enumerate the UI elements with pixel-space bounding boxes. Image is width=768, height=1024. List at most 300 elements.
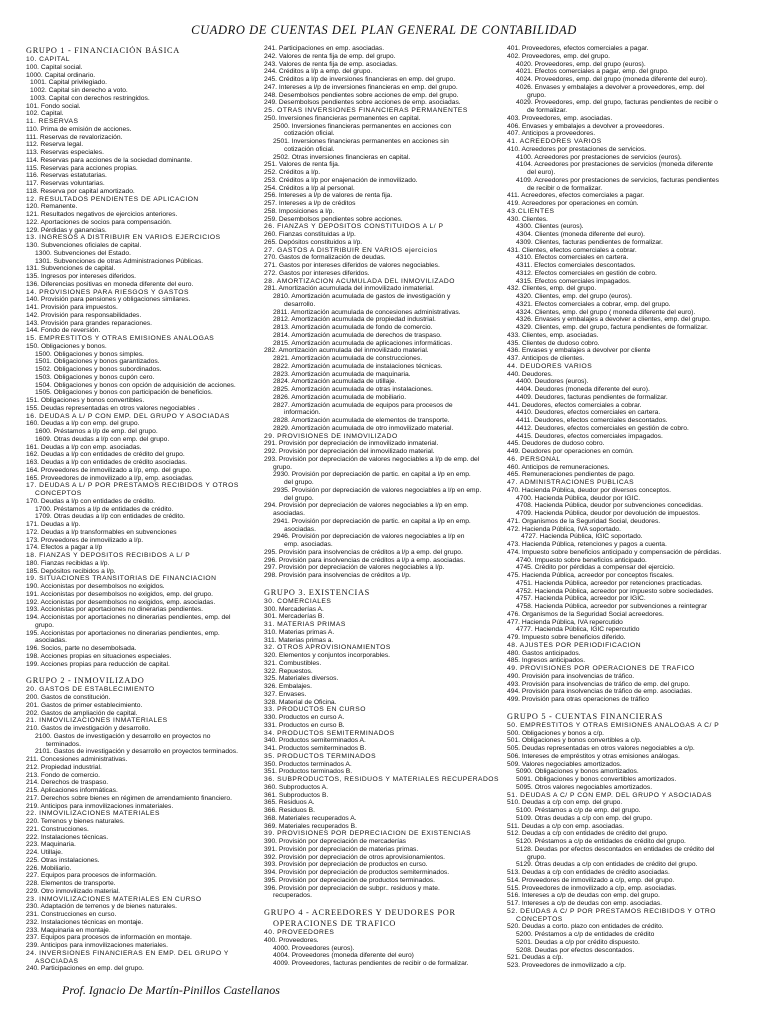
account-line: 391. Provisión por depreciación de materias primas. — [264, 845, 419, 853]
account-line: 506. Intereses de empréstitos y otras emisiones análogas. — [507, 752, 680, 760]
account-line: 270. Gastos de formalización de deudas. — [264, 254, 386, 262]
sub-account-line: 1709. Otras deudas a l/p con entidades de crédito. — [35, 513, 185, 521]
account-line: 144. Fondo de reversión. — [26, 327, 101, 335]
sub-account-line: 4026. Envases y embalajes a devolver a proveedores, emp. del — [516, 83, 705, 91]
account-line: 511. Deudas a c/p con emp. asociadas. — [507, 822, 624, 830]
sub-account-line: 1003. Capital con derechos restringidos. — [30, 94, 150, 102]
account-line: 210. Gastos de investigación y desarrollo. — [26, 725, 151, 732]
sub-account-line: 4409. Deudores, facturas pendientes de formalizar. — [516, 393, 668, 401]
account-line: 327. Envases. — [264, 690, 307, 698]
sub-account-line: 4024. Proveedores, emp. del grupo (moneda diferente del euro). — [516, 76, 708, 83]
account-line: 298. Provisión para insolvencias de créditos a l/p. — [264, 572, 411, 579]
subgroup-heading: 47. ADMINISTRACIONES PUBLICAS — [507, 479, 635, 486]
account-line: 198. Acciones propias en situaciones especiales. — [26, 652, 172, 660]
account-line: 520. Deudas a corto. plazo con entidades de crédito. — [507, 923, 664, 931]
sub-account-line: 4304. Clientes (moneda diferente del euro). — [516, 231, 645, 238]
subgroup-heading: 18. FIANZAS Y DEPOSITOS RECIBIDOS A L/ P — [26, 552, 191, 559]
sub-account-line: 1502. Obligaciones y bonos subordinados. — [35, 366, 162, 373]
account-line: 432. Clientes, emp. del grupo. — [507, 285, 597, 293]
account-line: 472. Hacienda Pública, IVA soportado. — [507, 525, 622, 533]
subgroup-heading: 44. DEUDORES VARIOS — [507, 362, 593, 370]
sub-account-line: 4300. Clientes (euros). — [516, 223, 584, 231]
sub-account-line: 4709. Hacienda Pública, deudor por devolución de impuestos. — [516, 510, 701, 517]
sub-account-line: 5090. Obligaciones y bonos amortizados. — [516, 768, 639, 776]
sub-account-line: 2813. Amortización acumulada de fondo de comercio. — [273, 324, 433, 331]
sub-account-line: 4000. Proveedores (euros). — [273, 944, 355, 952]
account-line: 191. Accionistas por desembolsos no exigidos, emp. del grupo. — [26, 590, 213, 598]
account-line: 213. Fondo de comercio. — [26, 771, 100, 779]
sub-account-line: 5109. Otras deudas a c/p con emp. del grupo. — [516, 814, 653, 822]
account-line: 217. Derechos sobre bienes en régimen de arrendamiento financiero. — [26, 794, 232, 802]
sub-account-line: 1501. Obligaciones y bonos garantizados. — [35, 358, 160, 366]
column-2 — [264, 45, 504, 968]
account-line: 521. Deudas a c/p. — [507, 954, 564, 962]
account-line: 296. Provisión para insolvencias de créditos a l/p a emp. asociadas. — [264, 556, 466, 564]
group-heading: GRUPO 1 - FINANCIACIÓN BÁSICA — [26, 46, 180, 55]
sub-account-line: 2829. Amortización acumulada de otro inmovilizado material. — [273, 424, 454, 432]
account-line: 114. Reservas para acciones de la sociedad dominante. — [26, 156, 193, 164]
account-line: 514. Proveedores de inmovilizado a c/p, emp. del grupo. — [507, 876, 675, 884]
account-line: 231. Construcciones en curso. — [26, 911, 117, 918]
account-line: 174. Efectos a pagar a l/p — [26, 544, 103, 552]
account-line: 402. Proveedores, emp. del grupo. — [507, 52, 610, 60]
sub-account-line: 4745. Crédito por pérdidas a compensar del ejercicio. — [516, 564, 675, 572]
sub-account-line: 1301. Subvenciones de otras Administraciones Públicas. — [35, 257, 204, 265]
sub-account-line: 4410. Deudores, efectos comerciales en cartera. — [516, 409, 661, 417]
subgroup-heading: 14. PROVISIONES PARA RIESGOS Y GASTOS — [26, 288, 189, 296]
account-line: 476. Organismos de la Seguridad Social acreedores. — [507, 610, 664, 618]
sub-account-line: 2823. Amortización acumulada de maquinaria. — [273, 370, 411, 378]
sub-account-line: 1500. Obligaciones y bonos simples. — [35, 350, 144, 358]
account-line: 100. Capital social. — [26, 63, 83, 71]
account-line: 232. Instalaciones técnicas en montaje. — [26, 918, 144, 926]
account-line: 369. Materiales recuperados B. — [264, 822, 357, 830]
account-line: 155. Deudas representadas en otros valores negociables . — [26, 404, 200, 412]
account-line: 226. Mobiliario. — [26, 864, 72, 872]
subgroup-heading: ASOCIADAS — [35, 957, 79, 965]
account-line: 212. Propiedad industrial. — [26, 763, 102, 771]
account-line: 320. Elementos y conjuntos incorporables. — [264, 652, 391, 659]
account-line: 199. Acciones propias para reducción de capital. — [26, 660, 170, 668]
subgroup-heading: 49. PROVISIONES POR OPERACIONES DE TRAFICO — [507, 665, 695, 672]
account-line: 252. Créditos a l/p. — [264, 169, 321, 176]
sub-account-line: 5200. Préstamos a c/p de entidades de crédito — [516, 931, 655, 938]
sub-account-line: 5100. Préstamos a c/p de emp. del grupo. — [516, 807, 641, 814]
account-line: 411. Acreedores, efectos comerciales a pagar. — [507, 192, 645, 200]
account-line: 1000. Capital ordinario. — [26, 71, 96, 79]
subgroup-heading: 31. MATERIAS PRIMAS — [264, 621, 346, 628]
subgroup-heading: 33. PRODUCTOS EN CURSO — [264, 706, 366, 714]
account-line: 475. Hacienda Pública, acreedor por conceptos fiscales. — [507, 572, 674, 579]
sub-account-line: 4740. Impuesto sobre beneficios anticipado. — [516, 556, 647, 564]
account-line: 437. Anticipos de clientes. — [507, 355, 585, 362]
account-line: 390. Provisión por depreciación de mercaderías — [264, 838, 407, 845]
account-line: 325. Materiales diversos. — [264, 675, 339, 683]
sub-account-line: 4415. Deudores, efectos comerciales impagados. — [516, 432, 663, 440]
page-title: CUADRO DE CUENTAS DEL PLAN GENERAL DE CONTABILIDAD — [191, 23, 577, 37]
account-line: 365. Residuos A. — [264, 799, 315, 807]
account-line: 291. Provisión por depreciación de inmovilizado inmaterial. — [264, 440, 439, 448]
account-line: 368. Materiales recuperados A. — [264, 814, 357, 822]
account-line: 160. Deudas a l/p con emp. del grupo. — [26, 420, 140, 428]
sub-account-line: asociadas. — [284, 525, 316, 533]
subgroup-heading: 36. SUBPRODUCTOS, RESIDUOS Y MATERIALES RECUPERADOS — [264, 776, 499, 783]
account-line: 245. Créditos a l/p de inversiones financieras en emp. del grupo. — [264, 76, 456, 83]
account-line: 501. Obligaciones y bonos convertibles a c/p. — [507, 737, 642, 745]
author-footer: Prof. Ignacio De Martín-Pinillos Castellanos — [62, 983, 280, 997]
sub-account-line: 5129. Otras deudas a c/p con entidades de crédito del grupo. — [516, 861, 698, 869]
sub-account-line: 4315. Efectos comerciales impagados. — [516, 277, 631, 285]
account-line: 392. Provisión por depreciación de otros aprovisionamientos. — [264, 853, 446, 861]
account-line: 410. Acreedores por prestaciones de servicios. — [507, 145, 647, 153]
sub-account-line: 1001. Capital privilegiado. — [30, 79, 107, 87]
account-line: 294. Provisión por depreciación de valores negociables a l/p en emp. — [264, 502, 469, 510]
sub-account-line: 2824. Amortización acumulada de utillaje. — [273, 378, 397, 386]
account-line: 116. Reservas estatutarias. — [26, 172, 107, 180]
sub-account-line: 4021. Efectos comerciales a pagar, emp. del grupo. — [516, 68, 669, 76]
sub-account-line: 4311. Efectos comerciales descontados. — [516, 262, 636, 269]
account-line: 256. Intereses a l/p de valores de renta fija. — [264, 192, 393, 200]
account-line: 396. Provisión por depreciación de subpr.. residuos y mate. — [264, 884, 440, 892]
account-line: 328. Material de Oficina. — [264, 698, 337, 706]
sub-account-line: 1300. Subvenciones del Estado. — [35, 249, 131, 257]
account-line: 473. Hacienda Pública, retenciones y pagos a cuenta. — [507, 541, 667, 548]
account-line: 111. Reservas de revalorización. — [26, 133, 123, 141]
subgroup-heading: 20. GASTOS DE ESTABLECIMIENTO — [26, 686, 155, 694]
subgroup-heading: 16. DEUDAS A L/ P CON EMP. DEL GRUPO Y ASOCIADAS — [26, 412, 230, 420]
account-line: 171. Deudas a l/p. — [26, 521, 81, 528]
account-line: 340. Productos semiterminados A. — [264, 737, 366, 745]
sub-account-line: 1504. Obligaciones y bonos con opción de adquisición de acciones. — [35, 381, 236, 389]
account-line: 477. Hacienda Pública, IVA repercutido — [507, 618, 623, 626]
sub-account-line: 4109. Acreedores por prestaciones de servicios, facturas pendientes — [516, 176, 719, 184]
account-line: 120. Remanente. — [26, 203, 78, 211]
account-line: 512. Deudas a c/p con entidades de crédito del grupo. — [507, 830, 668, 838]
account-line: 441. Deudores, efectos comerciales a cobrar. — [507, 401, 642, 409]
subgroup-heading: 27. GASTOS A DISTRIBUIR EN VARIOS ejercicios — [264, 246, 438, 254]
account-line: 293. Provisión por depreciación de valores negociables a l/p de emp. del — [264, 455, 480, 463]
account-line: 401. Proveedores, efectos comerciales a pagar. — [507, 45, 649, 52]
subgroup-heading: 34. PRODUCTOS SEMITERMINADOS — [264, 729, 395, 737]
subgroup-heading: CONCEPTOS — [35, 490, 82, 497]
account-line: 311. Materias primas a. — [264, 636, 334, 644]
sub-account-line: 4029. Proveedores, emp. del grupo, facturas pendientes de recibir o — [516, 99, 718, 107]
sub-account-line: grupo. — [273, 463, 292, 471]
column-3 — [507, 45, 747, 970]
account-line: 479. Impuesto sobre beneficios diferido. — [507, 634, 626, 641]
sub-account-line: 4004. Proveedores (moneda diferente del euro) — [273, 952, 414, 960]
subgroup-heading: 21. INMOVILIZACIONES INMATERIALES — [26, 717, 168, 725]
account-line: 406. Envases y embalajes a devolver a proveedores. — [507, 122, 665, 130]
sub-account-line: 4020. Proveedores, emp. del grupo (euros). — [516, 60, 646, 68]
account-line: 516. Intereses a c/p de deudas con emp. del grupo. — [507, 892, 660, 900]
sub-account-line: 4400. Deudores (euros). — [516, 378, 589, 386]
sub-account-line: 2828. Amortización acumulada de elementos de transporte. — [273, 417, 450, 424]
account-line: 113. Reservas especiales. — [26, 149, 104, 156]
sub-account-line: cotización oficial. — [284, 145, 335, 153]
account-line: 163. Deudas a l/p con entidades de crédito asociadas. — [26, 459, 187, 466]
sub-account-line: 5095. Otros valores negociables amortizados. — [516, 783, 653, 791]
account-line: 499. Provisión para otras operaciones de tráfico — [507, 696, 650, 703]
account-line: 112. Reserva legal. — [26, 141, 84, 149]
sub-account-line: 2935. Provisión por depreciación de valores negociables a l/p en emp. — [273, 486, 482, 494]
account-line: 366. Residuos B. — [264, 807, 315, 814]
sub-account-line: cotización oficial. — [284, 130, 335, 138]
account-line: 500. Obligaciones y bonos a c/p. — [507, 729, 605, 737]
sub-account-line: 4009. Proveedores, facturas pendientes de recibir o de formalizar. — [273, 960, 469, 967]
account-line: 136. Diferencias positivas en moneda diferente del euro. — [26, 280, 194, 288]
sub-account-line: 2825. Amortización acumulada de otras instalaciones. — [273, 386, 433, 393]
account-line: 162. Deudas a l/p con entidades de crédito del grupo. — [26, 451, 185, 459]
account-line: 193. Accionistas por aportaciones no dinerarias pendientes. — [26, 606, 203, 614]
subgroup-heading: 28. AMORTIZACIÓN ACUMULADA DEL INMOVILIZADO — [264, 277, 455, 285]
subgroup-heading: 25. OTRAS INVERSIONES FINANCIERAS PERMANENTES — [264, 107, 468, 114]
subgroup-heading: 41. ACREEDORES VARIOS — [507, 138, 602, 145]
account-line: 102. Capital. — [26, 110, 64, 118]
subgroup-heading: 50. EMPRÉSTITOS Y OTRAS EMISIONES ANÁLOGAS A C/ P — [507, 721, 720, 729]
account-line: 351. Productos terminados B. — [264, 768, 353, 776]
subgroup-heading: 46. PERSONAL — [507, 455, 561, 463]
account-line: 224. Utillaje. — [26, 849, 63, 856]
sub-account-line: 4708. Hacienda Pública, deudor por subvenciones concedidas. — [516, 502, 704, 510]
account-line: 407. Anticipos a proveedores. — [507, 130, 596, 138]
account-line: 361. Subproductos B. — [264, 791, 329, 799]
subgroup-heading: 48. AJUSTES POR PERIODIFICACIÓN — [507, 641, 642, 649]
sub-account-line: del grupo. — [284, 479, 314, 486]
sub-account-line: 1505. Obligaciones y bonos con participación de beneficios. — [35, 389, 213, 397]
sub-account-line: recuperados. — [273, 892, 313, 900]
account-line: 200. Gastos de constitución. — [26, 694, 111, 701]
account-line: 135. Ingresos por intereses diferidos. — [26, 273, 137, 280]
account-line: 251. Valores de renta fija. — [264, 161, 340, 169]
account-line: 400. Proveedores. — [264, 936, 319, 944]
sub-account-line: grupo. — [527, 853, 546, 861]
account-line: 257. Intereses a l/p de créditos — [264, 200, 356, 207]
account-line: 201. Gastos de primer establecimiento. — [26, 701, 143, 709]
account-line: 142. Provisión para responsabilidades. — [26, 311, 142, 319]
subgroup-heading: 12. RESULTADOS PENDIENTES DE APLICACIÓN — [26, 195, 199, 203]
account-line: 465. Remuneraciones pendientes de pago. — [507, 471, 635, 479]
account-line: 192. Accionistas por desembolsos no exigidos, emp. asociadas. — [26, 598, 216, 606]
account-line: 239. Anticipos para inmovilizaciones materiales. — [26, 942, 168, 949]
subgroup-heading: CONCEPTOS — [516, 915, 563, 923]
account-line: 292. Provisión por depreciación del inmovilizado material. — [264, 448, 435, 455]
account-line: 258. Imposiciones a l/p. — [264, 207, 335, 215]
account-line: 431. Clientes, efectos comerciales a cobrar. — [507, 246, 637, 254]
sub-account-line: 2500. Inversiones financieras permanentes en acciones con — [273, 122, 452, 130]
account-line: 140. Provisión para pensiones y obligaciones similares. — [26, 296, 191, 304]
account-line: 222. Instalaciones técnicas. — [26, 833, 109, 841]
account-line: 143. Provisión para grandes reparaciones. — [26, 319, 153, 327]
account-line: 240. Participaciones en emp. del grupo. — [26, 965, 144, 973]
account-line: 223. Maquinaria. — [26, 841, 76, 849]
account-line: 164. Proveedores de inmovilizado a l/p, emp. del grupo. — [26, 466, 192, 474]
account-line: 248. Desembolsos pendientes sobre acciones de emp. del grupo. — [264, 91, 459, 99]
subgroup-heading: 26. FIANZAS Y DEPÓSITOS CONSTITUIDOS A L/ P — [264, 223, 444, 231]
account-line: 281. Amortización acumulada del inmovilizado inmaterial. — [264, 285, 434, 293]
account-line: 471. Organismos de la Seguridad Social, deudores. — [507, 517, 661, 525]
sub-account-line: 2501. Inversiones financieras permanentes en acciones sin — [273, 138, 449, 145]
account-line: 165. Proveedores de inmovilizado a l/p, emp. asociadas. — [26, 474, 194, 482]
account-line: 393. Provisión por depreciación de productos en curso. — [264, 861, 428, 869]
account-line: 117. Reservas voluntarias. — [26, 180, 105, 187]
subgroup-heading: 52. DEUDAS A C/ P POR PRESTAMOS RECIBIDOS Y OTRO — [507, 907, 716, 915]
sub-account-line: 4326. Envases y embalajes a devolver a clientes, emp. del grupo. — [516, 316, 711, 324]
group-heading: GRUPO 4 - ACREEDORES Y DEUDORES POR — [264, 908, 456, 917]
sub-account-line: 4321. Efectos comerciales a cobrar, emp. del grupo. — [516, 300, 671, 308]
account-line: 243. Valores de renta fija de emp. asociadas. — [264, 60, 398, 68]
subgroup-heading: 35. PRODUCTOS TERMINADOS — [264, 752, 377, 760]
account-line: 360. Subproductos A. — [264, 783, 328, 791]
account-line: 225. Otras instalaciones. — [26, 856, 100, 864]
subgroup-heading: 19. SITUACIONES TRANSITORIAS DE FINANCIACIÓN — [26, 575, 217, 583]
sub-account-line: 2941. Provisión por depreciación de partic. en capital a l/p en emp. — [273, 517, 471, 525]
account-line: 321. Combustibles. — [264, 659, 322, 667]
account-line: 101. Fondo social. — [26, 102, 81, 110]
account-line: 233. Maquinaria en montaje. — [26, 926, 111, 934]
account-line: 244. Créditos a l/p a emp. del grupo. — [264, 68, 373, 76]
account-line: 440. Deudores. — [507, 370, 553, 378]
sub-account-line: 4757. Hacienda Pública, acreedor por IGIC. — [516, 595, 646, 603]
account-line: 194. Accionistas por aportaciones no dinerarias pendientes, emp. del — [26, 614, 231, 621]
account-line: 301. Mercaderías B. — [264, 613, 325, 621]
subgroup-heading: 23. INMOVILIZACIONES MATERIALES EN CURSO — [26, 895, 202, 903]
account-line: 196. Socios, parte no desembolsada. — [26, 645, 137, 652]
account-line: 480. Gastos anticipados. — [507, 649, 581, 657]
account-line: 300. Mercaderías A. — [264, 605, 324, 613]
sub-account-line: 4329. Clientes, emp. del grupo, factura pendientes de formalizar. — [516, 324, 708, 331]
account-line: 433. Clientes, emp. asociadas. — [507, 331, 599, 339]
account-line: 228. Elementos de transporte. — [26, 880, 116, 887]
account-line: 161. Deudas a l/p con emp. asociadas. — [26, 443, 142, 451]
account-line: 449. Deudores por operaciones en común. — [507, 448, 634, 455]
account-line: 350. Productos terminados A. — [264, 760, 352, 768]
account-line: 430. Clientes. — [507, 215, 548, 223]
account-line: 445. Deudores de dudoso cobro. — [507, 440, 605, 448]
sub-account-line: 2101. Gastos de investigación y desarrollo en proyectos terminados. — [35, 748, 238, 756]
subgroup-heading: 13. INGRESOS A DISTRIBUIR EN VARIOS EJERCICIOS — [26, 234, 221, 242]
account-line: 229. Otro inmovilizado material. — [26, 887, 121, 895]
account-line: 227. Equipos para procesos de información. — [26, 872, 157, 880]
sub-account-line: 4777. Hacienda Pública, IGIC repercutido — [516, 626, 640, 634]
account-line: 202. Gastos de ampliación de capital. — [26, 709, 138, 717]
subgroup-heading: 51. DEUDAS A C/ P CON EMP. DEL GRUPO Y ASOCIADAS — [507, 791, 712, 799]
account-line: 242. Valores de renta fija de emp. del grupo. — [264, 52, 396, 60]
sub-account-line: 1600. Préstamos a l/p de emp. del grupo. — [35, 428, 158, 435]
group-heading: OPERACIONES DE TRAFICO — [273, 919, 397, 928]
sub-account-line: 4320. Clientes, emp. del grupo (euros). — [516, 293, 632, 300]
account-line: 221. Construcciones. — [26, 825, 89, 833]
account-line: 211. Concesiones administrativas. — [26, 756, 128, 763]
sub-account-line: 4309. Clientes, facturas pendientes de formalizar. — [516, 238, 663, 246]
account-line: 265. Depósitos constituidos a l/p. — [264, 238, 363, 246]
account-line: 190. Accionistas por desembolsos no exigidos. — [26, 583, 165, 590]
subgroup-heading: 24. INVERSIONES FINANCIERAS EN EMP. DEL GRUPO Y — [26, 949, 229, 957]
subgroup-heading: 30. COMERCIALES — [264, 597, 332, 605]
account-line: 509. Valores negociables amortizados. — [507, 760, 622, 768]
account-line: 523. Proveedores de inmovilizado a c/p. — [507, 962, 626, 969]
account-line: 436. Envases y embalajes a devolver por cliente — [507, 347, 651, 355]
account-line: 253. Créditos a l/p por enajenación de inmovilizado. — [264, 176, 418, 184]
account-line: 403. Proveedores, emp. asociadas. — [507, 114, 613, 122]
sub-account-line: 4324. Clientes, emp. del grupo ( moneda diferente del euro). — [516, 308, 696, 316]
account-line: 271. Gastos por intereses diferidos de valores negociables. — [264, 262, 440, 269]
sub-account-line: 4312. Efectos comerciales en gestión de cobro. — [516, 269, 657, 277]
sub-account-line: 5128. Deudas por efectos descontados en entidades de crédito del — [516, 845, 715, 853]
subgroup-heading: 43.CLIENTES — [507, 207, 555, 215]
sub-account-line: 2810. Amortización acumulada de gastos de investigación y — [273, 293, 451, 300]
account-line: 131. Subvenciones de capital. — [26, 265, 116, 273]
account-line: 515. Proveedores de inmovilizado a c/p, emp. asociadas. — [507, 884, 677, 892]
sub-account-line: 4700. Hacienda Pública, deudor por IGIC. — [516, 494, 641, 502]
subgroup-heading: 32. OTROS APROVISIONAMIENTOS — [264, 644, 391, 652]
sub-account-line: 2811. Amortización acumulada de concesiones administrativas. — [273, 308, 461, 316]
account-line: 494. Provisión para insolvencias de tráfico de emp. asociadas. — [507, 688, 693, 696]
sub-account-line: emp. asociadas. — [284, 541, 333, 548]
subgroup-heading: 40. PROVEEDORES — [264, 929, 335, 936]
account-line: 254. Créditos a l/p al personal. — [264, 184, 355, 192]
account-line: 150. Obligaciones y bonos. — [26, 342, 107, 350]
sub-account-line: 2100. Gastos de investigación y desarrollo en proyectos no — [35, 732, 211, 740]
account-line: 435. Clientes de dudoso cobro. — [507, 339, 600, 347]
account-line: 272. Gastos por intereses diferidos. — [264, 269, 370, 277]
account-line: 172. Deudas a l/p transformables en subvenciones — [26, 528, 177, 536]
sub-account-line: 2826. Amortización acumulada de mobiliario. — [273, 393, 407, 401]
account-line: 170. Deudas a l/p con entidades de crédito. — [26, 497, 156, 505]
sub-account-line: 2812. Amortización acumulada de propiedad industrial. — [273, 316, 436, 324]
account-line: 330. Productos en curso A. — [264, 714, 345, 721]
account-line: 185. Depósitos recibidos a l/p. — [26, 567, 116, 575]
account-line: 249. Desembolsos pendientes sobre acciones de emp. asociadas. — [264, 99, 461, 107]
account-line: 220. Terrenos y bienes naturales. — [26, 818, 125, 825]
account-line: 141. Provisión para impuestos. — [26, 304, 118, 311]
subgroup-heading: 29. PROVISIONES DE INMOVILIZADO — [264, 432, 398, 440]
account-line: 510. Deudas a c/p con emp. del grupo. — [507, 799, 623, 807]
account-line: 513. Deudas a c/p con entidades de crédito asociadas. — [507, 869, 670, 876]
account-line: 260. Fianzas constituidas a l/p. — [264, 231, 356, 238]
sub-account-line: 5208. Deudas por efectos descontados. — [516, 946, 635, 954]
sub-account-line: 4758. Hacienda Pública, acreedor por subvenciones a reintegrar — [516, 603, 708, 610]
sub-account-line: grupo. — [35, 621, 54, 629]
sub-account-line: 2814. Amortización acumulada de derechos de traspaso. — [273, 331, 442, 339]
account-line: 282. Amortización acumulada del inmovilizado material. — [264, 347, 429, 355]
sub-account-line: 5120. Préstamos a c/p de entidades de crédito del grupo. — [516, 838, 686, 845]
account-line: 115. Reservas para acciones propias. — [26, 164, 138, 172]
sub-account-line: grupo. — [527, 91, 546, 99]
sub-account-line: 1002. Capital sin derecho a voto. — [30, 87, 128, 94]
account-line: 470. Hacienda Pública, deudor por diversos conceptos. — [507, 486, 671, 494]
account-line: 215. Aplicaciones informáticas. — [26, 787, 118, 794]
account-line: 485. Ingresos anticipados. — [507, 657, 586, 665]
account-line: 505. Deudas representadas en otros valores negociables a c/p. — [507, 745, 695, 752]
account-line: 331. Productos en curso B. — [264, 721, 345, 729]
account-line: 151. Obligaciones y bonos convertibles. — [26, 397, 145, 404]
account-line: 295. Provisión para insolvencias de créditos a l/p a emp. del grupo. — [264, 548, 463, 556]
sub-account-line: 1700. Préstamos a l/p de entidades de crédito. — [35, 505, 174, 513]
sub-account-line: 2946. Provisión por depreciación de valores negociables a l/p en — [273, 533, 465, 541]
sub-account-line: 4751. Hacienda Pública, acreedor por retenciones practicadas. — [516, 579, 703, 587]
sub-account-line: 2815. Amortización acumulada de aplicaciones informáticas. — [273, 339, 453, 347]
sub-account-line: 5201. Deudas a c/p por crédito dispuesto. — [516, 938, 640, 946]
account-line: 474. Impuesto sobre beneficios anticipado y compensación de pérdidas. — [507, 548, 722, 556]
sub-account-line: 4727. Hacienda Pública, IGIC soportado. — [521, 533, 643, 541]
subgroup-heading: 39. PROVISIONES POR DEPRECIACIÓN DE EXISTENCIAS — [264, 830, 472, 838]
account-line: 247. Intereses a l/p de inversiones financieras en emp. del grupo. — [264, 83, 458, 91]
group-heading: GRUPO 5 - CUENTAS FINANCIERAS — [507, 711, 664, 721]
sub-account-line: 4752. Hacienda Pública, acreedor por impuesto sobre sociedades. — [516, 587, 714, 595]
account-line: 230. Adaptación de terrenos y de bienes naturales. — [26, 903, 177, 911]
account-line: 241. Participaciones en emp. asociadas. — [264, 45, 385, 52]
